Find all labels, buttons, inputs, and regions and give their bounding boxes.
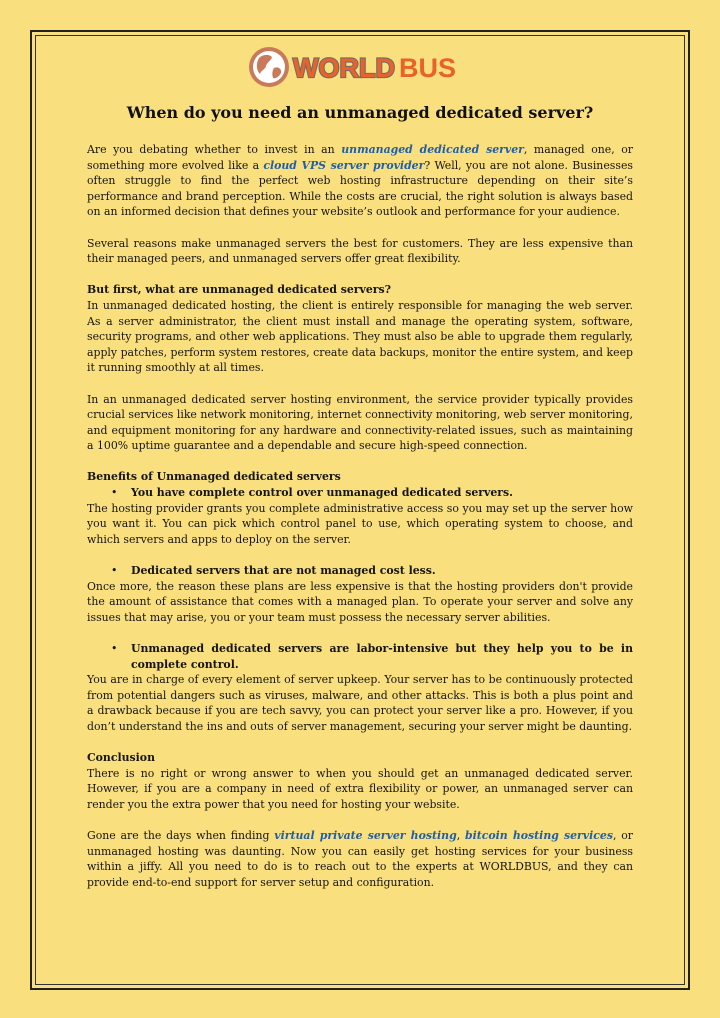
benefit-item-title [87, 485, 633, 501]
heading-what-are-unmanaged: But first, what are unmanaged dedicated servers? [87, 283, 392, 297]
intro-text-a: Are you debating whether to invest in an [87, 143, 342, 156]
document-title: When do you need an unmanaged dedicated server? [126, 103, 594, 122]
what-paragraph-2: In an unmanaged dedicated server hosting environment, the service provider typically provides crucial services like network monitoring, internet connectivity monitoring, web server monitoring, and equipment monitoring for any hardware and connectivity-related issues, such as maintaining a 100% uptime guarantee and a dependable and secure high-speed connection. [87, 392, 633, 453]
benefits-list [87, 485, 633, 501]
conclusion-paragraph-1: There is no right or wrong answer to when you should get an unmanaged dedicated server. However, if you are a company in need of extra flexibility or power, an unmanaged server can render you the extra power that you need for hosting your website. [87, 766, 633, 811]
intro-text-c: ? Well, you are not alone. Businesses often struggle to find the perfect web hosting infrastructure depending on their site’s performance and brand perception. While the costs are crucial, the right solution is always based on an informed decision that defines your website’s outlook and performance for your audience. [87, 158, 633, 219]
benefit-title-3: Unmanaged dedicated servers are labor-intensive but they help you to be in complete control. [131, 642, 633, 671]
intro-paragraph-1 [87, 142, 633, 220]
link-bitcoin-hosting-services[interactable]: bitcoin hosting services [464, 829, 613, 843]
benefits-list-3 [87, 641, 633, 672]
benefit-text-3: You are in charge of every element of server upkeep. Your server has to be continuously protected from potential dangers such as viruses, malware, and other attacks. This is both a plus point and a drawback because if you are tech savvy, you can protect your server like a pro. However, if you don’t understand the ins and outs of server management, securing your server might be daunting. [87, 673, 633, 733]
link-unmanaged-dedicated-server[interactable]: unmanaged dedicated server [341, 143, 524, 156]
conclusion-text-b: , or unmanaged hosting was daunting. Now you can easily get hosting services for your business within a jiffy. All you need to do is to reach out to the experts at WORLDBUS, and they can provide end-to-end support for server setup and configuration. [87, 829, 633, 889]
benefit-text-1: The hosting provider grants you complete administrative access so you may set up the server how you want it. You can pick which control panel to use, which operating system to choose, and which servers and apps to deploy on the server. [87, 501, 633, 546]
link-virtual-private-server-hosting[interactable]: virtual private server hosting [274, 829, 457, 843]
logo-text-world: WORLD [293, 53, 395, 83]
bullet-icon: • [111, 486, 118, 500]
bullet-icon: • [111, 642, 118, 655]
heading-benefits: Benefits of Unmanaged dedicated servers [87, 470, 341, 484]
benefit-item-title [87, 641, 633, 672]
logo-text-bus: BUS [399, 53, 457, 83]
document-body [87, 142, 633, 906]
globe-icon [249, 47, 289, 87]
worldbus-logo [247, 42, 477, 92]
benefit-title-1: You have complete control over unmanaged dedicated servers. [131, 486, 513, 500]
benefits-list-2 [87, 563, 633, 579]
bullet-icon: • [111, 564, 118, 578]
intro-text-b: , managed one, or something more evolved like a [87, 143, 633, 172]
logo-graphic [247, 42, 477, 92]
heading-conclusion: Conclusion [87, 751, 155, 765]
link-cloud-vps-server-provider[interactable]: cloud VPS server provider [263, 158, 425, 172]
conclusion-separator: , [456, 829, 465, 843]
conclusion-text-a: Gone are the days when finding [87, 829, 275, 843]
conclusion-paragraph-2 [87, 828, 633, 890]
benefit-text-2: Once more, the reason these plans are less expensive is that the hosting providers don't provide the amount of assistance that comes with a managed plan. To operate your server and solve any issues that may arise, you or your team must possess the necessary server abilities. [87, 579, 633, 624]
intro-paragraph-2: Several reasons make unmanaged servers the best for customers. They are less expensive than their managed peers, and unmanaged servers offer great flexibility. [87, 236, 633, 266]
benefit-item-title [87, 563, 633, 579]
what-paragraph-1: In unmanaged dedicated hosting, the client is entirely responsible for managing the web server. As a server administrator, the client must install and manage the operating system, software, security programs, and other web applications. They must also be able to upgrade them regularly, apply patches, perform system restores, create data backups, monitor the entire system, and keep it running smoothly at all times. [87, 298, 633, 375]
benefit-title-2: Dedicated servers that are not managed cost less. [131, 564, 436, 578]
